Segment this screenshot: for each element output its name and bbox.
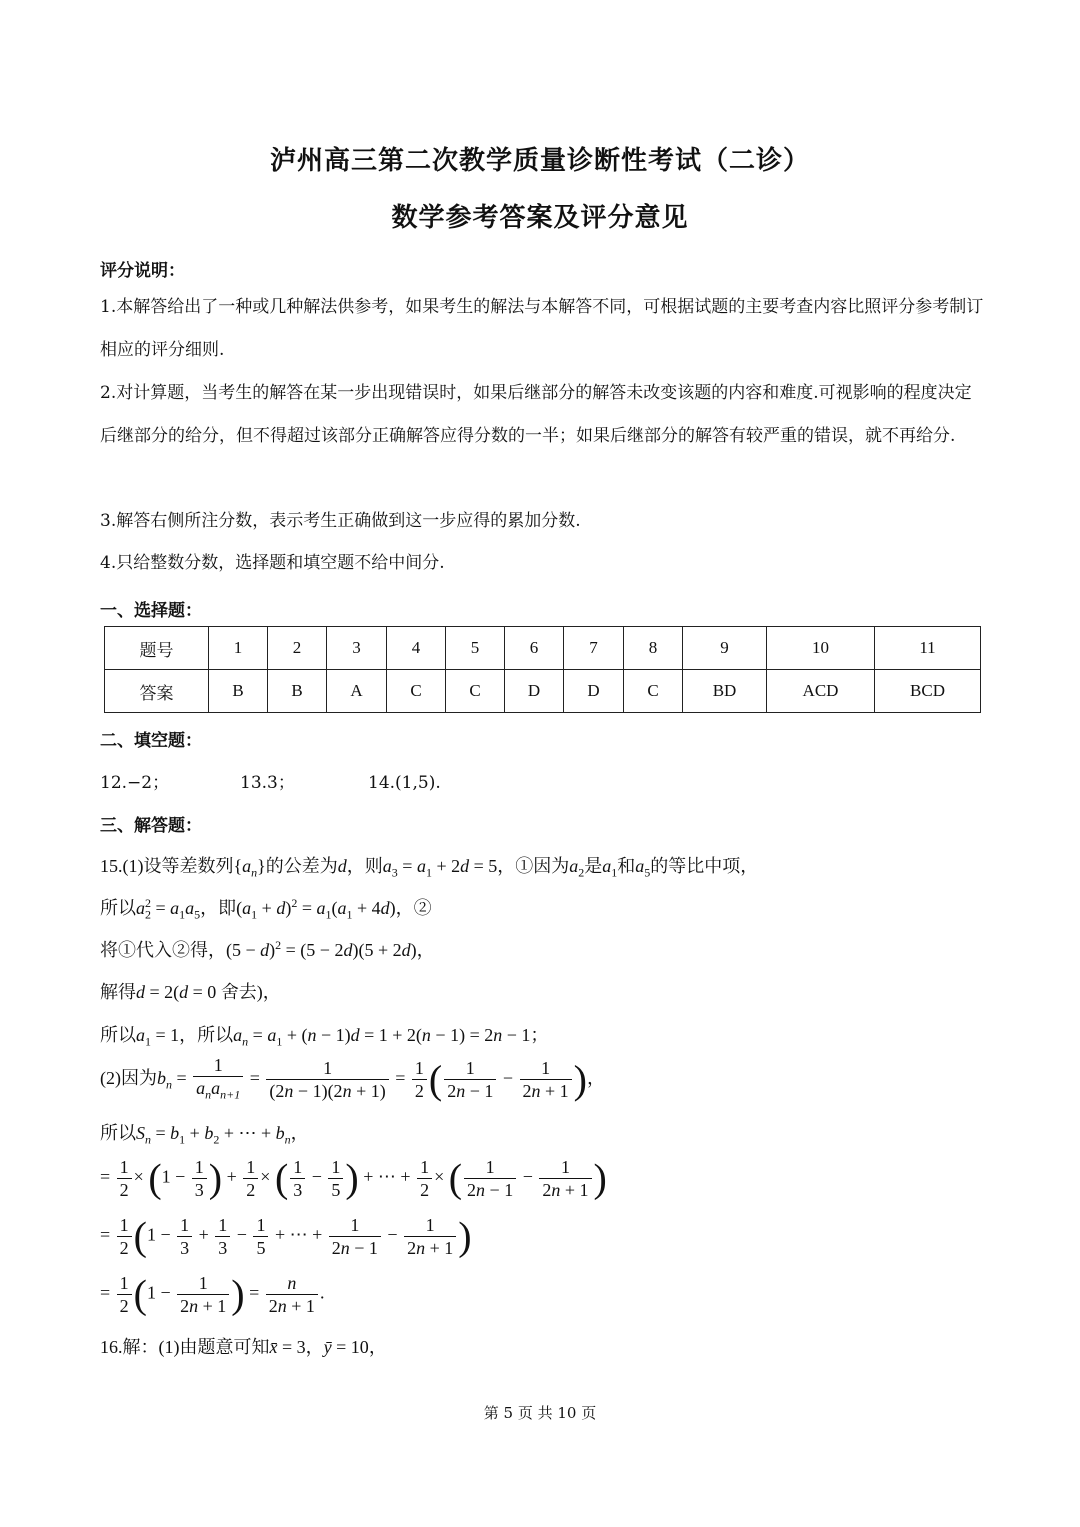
solution-line-3: 将①代入②得，$(5 - d)^2 = (5 - 2d)(5 + 2d)$， (100, 938, 435, 960)
solution-line-4: 解得d = 2(d = 0 舍去)， (100, 982, 281, 1002)
fill-answer-13: 13.3； (240, 773, 295, 793)
fill-answer-12: 12.−2； (100, 773, 170, 793)
solution-line-2: 所以$a_2^2 = a_1a_5$，即$(a_1 + d)^2 = a_1(a_1 + 4d)$，② (100, 896, 432, 922)
note-1: 1.本解答给出了一种或几种解法供参考，如果考生的解法与本解答不同，可根据试题的主要考查内容比照评分参考制订相应的评分细则. (100, 297, 984, 360)
table-cell: 9 (683, 627, 767, 670)
table-cell: B (209, 670, 268, 713)
section-fill-heading: 二、填空题： (100, 731, 202, 751)
table-cell: 2 (268, 627, 327, 670)
solution-line-6: (2)因为$b_n$ = $\frac{1}{a_na_{n+1}}$ = $\frac{1}{(2n - 1)(2n + 1)}$ = $\frac{1}{2}$ ( $\frac{1}{2n - 1}$ − $\frac{1}{2n + 1}$ )， (100, 1055, 605, 1102)
table-cell: C (387, 670, 446, 713)
solution-line-8: = $\frac{1}{2}$ × (1 − $\frac{1}{3}$ ) + $\frac{1}{2}$ × ( $\frac{1}{3}$ − $\frac{1}{5}$ ) + ⋯ + $\frac{1}{2}$ × ( $\frac{1}{2n - 1}$ − $\frac{1}{2n + 1}$ ) (100, 1155, 607, 1201)
note-2: 2.对计算题，当考生的解答在某一步出现错误时，如果后继部分的解答未改变该题的内容和难度.可视影响的程度决定后继部分的给分，但不得超过该部分正确解答应得分数的一半；如果后继部分的解答有较严重的错误，就不再给分. (100, 383, 972, 446)
note-3: 3.解答右侧所注分数，表示考生正确做到这一步应得的累加分数. (100, 511, 581, 531)
table-cell: ACD (767, 670, 875, 713)
fill-answers (100, 768, 441, 793)
fill-answer-14: 14.(1,5). (368, 773, 441, 793)
note-4: 4.只给整数分数，选择题和填空题不给中间分. (100, 553, 445, 573)
table-cell: 7 (564, 627, 624, 670)
table-cell: 3 (327, 627, 387, 670)
table-cell: 10 (767, 627, 875, 670)
table-cell: 4 (387, 627, 446, 670)
section-choice-heading: 一、选择题： (100, 601, 202, 621)
table-cell: C (624, 670, 683, 713)
solution-line-10: = $\frac{1}{2}$ (1 − $\frac{1}{2n + 1}$ ) = $\frac{n}{2n + 1}$ . (100, 1271, 325, 1317)
solution-line-11: 16.解：(1)由题意可知x̄ = 3，ȳ = 10， (100, 1337, 387, 1357)
table-cell: D (564, 670, 624, 713)
solution-line-5: 所以$a_1 = 1$，所以$a_n = a_1 + (n - 1)d = 1 + 2(n - 1) = 2n - 1$； (100, 1025, 549, 1049)
table-cell: A (327, 670, 387, 713)
document-subtitle: 数学参考答案及评分意见 (391, 203, 689, 233)
table-cell: 11 (875, 627, 981, 670)
answer-table (104, 626, 981, 713)
table-cell: BD (683, 670, 767, 713)
section-solution-heading: 三、解答题： (100, 816, 202, 836)
table-cell: 1 (209, 627, 268, 670)
table-row (105, 627, 981, 670)
table-cell: 5 (446, 627, 505, 670)
scoring-heading: 评分说明： (100, 261, 185, 281)
row-label-answer: 答案 (105, 670, 209, 713)
table-row (105, 670, 981, 713)
table-cell: B (268, 670, 327, 713)
solution-line-1: 15.(1)设等差数列$\{a_n\}$的公差为d，则$a_3 = a_1 + 2d = 5$，①因为$a_2$是$a_1$和$a_5$的等比中项， (100, 856, 759, 880)
row-label-number: 题号 (105, 627, 209, 670)
solution-line-7: 所以$S_n = b_1 + b_2$ + ⋯ + $b_n$， (100, 1123, 309, 1147)
table-cell: BCD (875, 670, 981, 713)
document-title: 泸州高三第二次教学质量诊断性考试（二诊） (269, 146, 810, 176)
solution-line-9: = $\frac{1}{2}$ (1 − $\frac{1}{3}$ + $\frac{1}{3}$ − $\frac{1}{5}$ + ⋯ + $\frac{1}{2n - 1}$ − $\frac{1}{2n + 1}$ ) (100, 1213, 472, 1259)
table-cell: 6 (505, 627, 564, 670)
table-cell: D (505, 670, 564, 713)
page-footer: 第 5 页 共 10 页 (483, 1404, 597, 1422)
table-cell: C (446, 670, 505, 713)
table-cell: 8 (624, 627, 683, 670)
